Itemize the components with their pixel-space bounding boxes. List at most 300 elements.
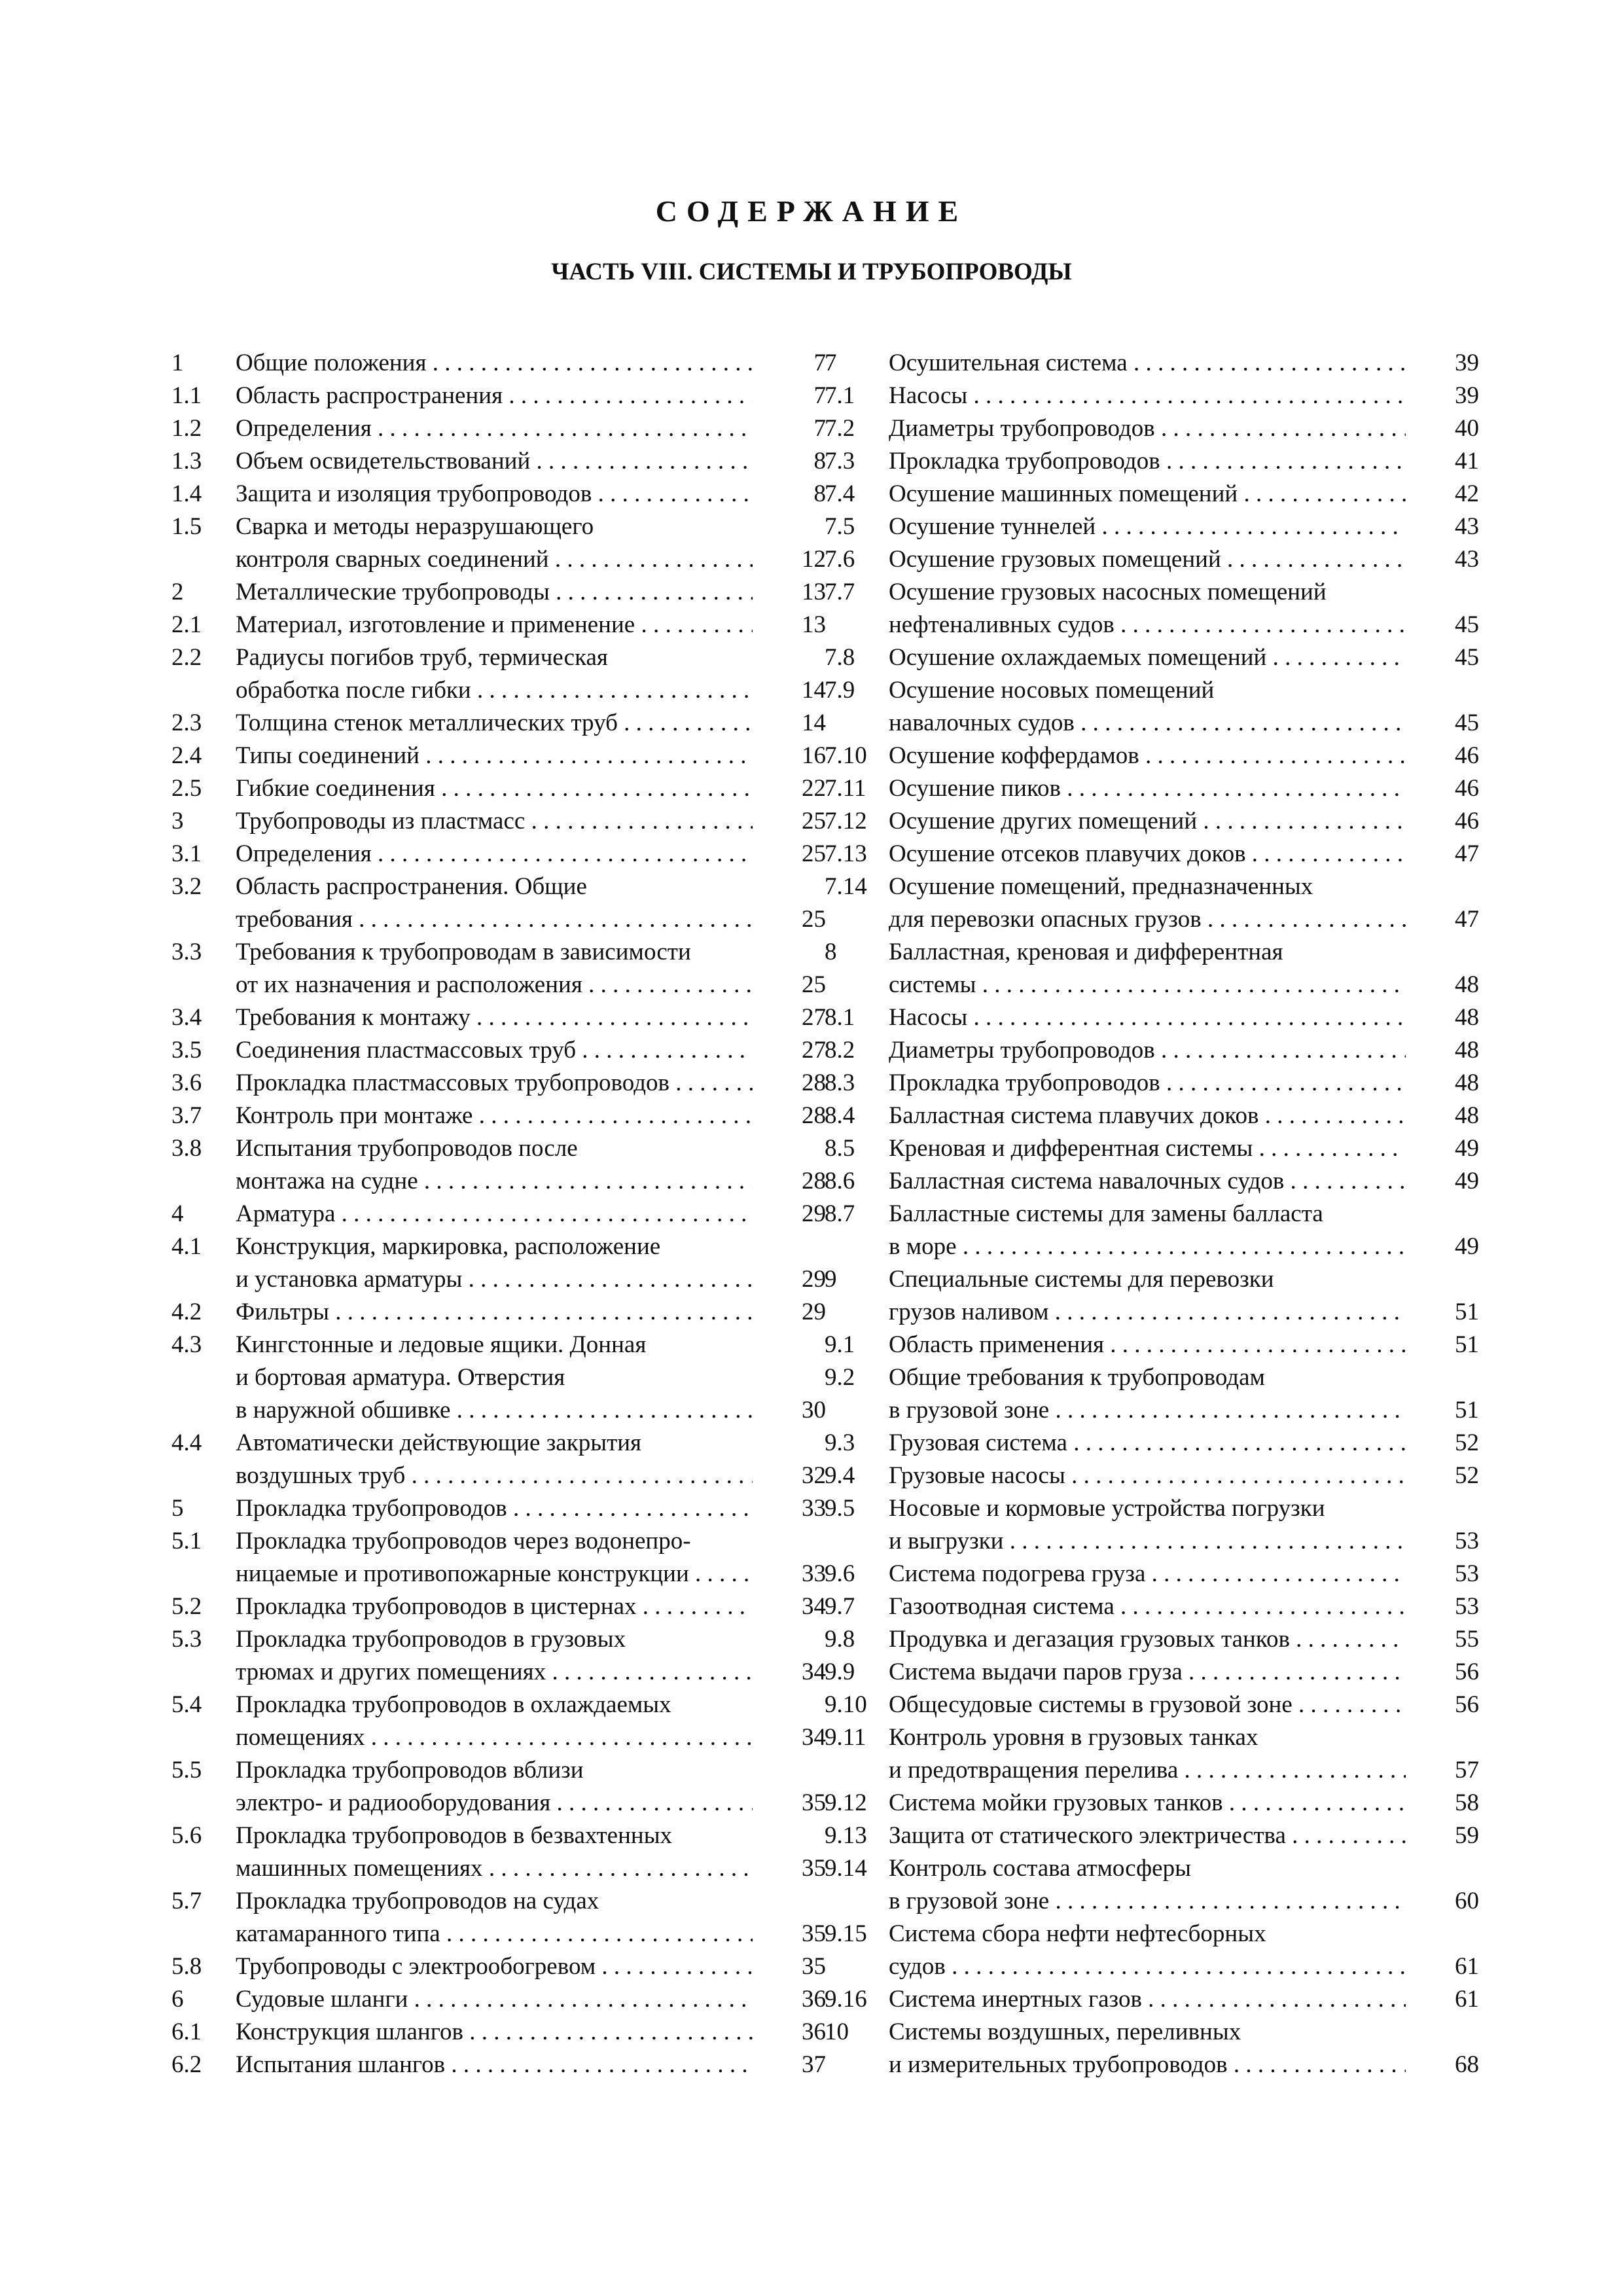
toc-entry-title: и бортовая арматура. Отверстия [236, 1364, 565, 1391]
toc-entry-title: Защита от статического электричества . . . [889, 1820, 1406, 1852]
toc-entry-title: Продувка и дегазация грузовых танков . . . [889, 1623, 1406, 1656]
toc-entry-title: Система выдачи паров груза . . . [889, 1656, 1406, 1689]
toc-entry-title: и измерительных трубопроводов . . . [889, 2049, 1406, 2081]
toc-entry-title: Область распространения. Общие [236, 873, 587, 900]
toc-entry-number: 4.2 [171, 1299, 202, 1325]
toc-entry-title: Прокладка трубопроводов вблизи [236, 1757, 584, 1784]
toc-entry-number: 9.3 [825, 1429, 855, 1456]
toc-entry [825, 1361, 1479, 1394]
toc-entry [171, 2049, 826, 2081]
toc-entry-number: 9.16 [825, 1986, 867, 2013]
toc-entry [825, 1983, 1479, 2016]
toc-entry-title: Металлические трубопроводы . . . [236, 576, 753, 609]
toc-entry [171, 1460, 826, 1492]
toc-entry-number: 8.6 [825, 1168, 855, 1194]
toc-entry-number: 7.8 [825, 644, 855, 671]
toc-entry-page: 68 [1455, 2051, 1479, 2078]
toc-entry-number: 3.2 [171, 873, 202, 900]
toc-entry-number: 9.12 [825, 1789, 867, 1816]
toc-entry-title: Типы соединений . . . [236, 740, 753, 772]
toc-entry-page: 39 [1455, 382, 1479, 409]
toc-entry [171, 347, 826, 380]
toc-entry [825, 412, 1479, 445]
toc-entry-title: Испытания шлангов . . . [236, 2049, 753, 2081]
toc-entry [171, 1361, 826, 1394]
toc-entry-page: 45 [1455, 709, 1479, 736]
toc-entry [825, 772, 1479, 805]
toc-entry-title: Прокладка трубопроводов через водонепро- [236, 1528, 691, 1554]
toc-entry [171, 543, 826, 576]
toc-entry-page: 14 [802, 709, 826, 736]
toc-entry [825, 1165, 1479, 1198]
toc-entry-title: Прокладка трубопроводов . . . [889, 1067, 1406, 1100]
toc-entry-number: 9.2 [825, 1364, 855, 1391]
toc-entry-page: 61 [1455, 1953, 1479, 1980]
toc-entry-page: 35 [802, 1855, 826, 1882]
toc-entry-number: 3 [171, 808, 184, 834]
toc-entry-page: 29 [802, 1266, 826, 1293]
toc-entry [825, 1460, 1479, 1492]
toc-entry [825, 1329, 1479, 1361]
toc-entry [825, 1950, 1479, 1983]
toc-entry-title: Грузовые насосы . . . [889, 1460, 1406, 1492]
toc-entry-title: Контроль уровня в грузовых танках [889, 1724, 1258, 1751]
toc-entry-page: 52 [1455, 1462, 1479, 1489]
toc-entry [171, 1100, 826, 1132]
toc-entry-title: судов . . . [889, 1950, 1406, 1983]
toc-column-left [171, 347, 826, 2081]
toc-entry [171, 936, 826, 969]
toc-entry-title: Материал, изготовление и применение . . . [236, 609, 753, 641]
toc-entry-page: 60 [1455, 1888, 1479, 1914]
toc-entry-number: 9.10 [825, 1691, 867, 1718]
toc-entry-title: Осушение туннелей . . . [889, 511, 1406, 543]
toc-entry [825, 1525, 1479, 1558]
toc-entry-page: 53 [1455, 1560, 1479, 1587]
toc-entry-title: Осушение машинных помещений . . . [889, 478, 1406, 511]
toc-entry-number: 9 [825, 1266, 837, 1293]
toc-entry-title: Судовые шланги . . . [236, 1983, 753, 2016]
toc-entry-page: 53 [1455, 1593, 1479, 1620]
toc-entry-title: системы . . . [889, 969, 1406, 1001]
toc-entry-title: Контроль при монтаже . . . [236, 1100, 753, 1132]
toc-entry [171, 478, 826, 511]
toc-entry-title: Конструкция, маркировка, расположение [236, 1233, 661, 1260]
toc-entry-title: Осушительная система . . . [889, 347, 1406, 380]
toc-entry-number: 2.2 [171, 644, 202, 671]
toc-entry [171, 903, 826, 936]
toc-entry [171, 380, 826, 412]
toc-entry-page: 7 [813, 382, 826, 409]
toc-entry-page: 29 [802, 1299, 826, 1325]
toc-entry-title: нефтеналивных судов . . . [889, 609, 1406, 641]
toc-entry-number: 1.2 [171, 415, 202, 442]
toc-entry-page: 58 [1455, 1789, 1479, 1816]
toc-entry-title: в наружной обшивке . . . [236, 1394, 753, 1427]
toc-entry [825, 1296, 1479, 1329]
toc-entry-title: Толщина стенок металлических труб . . . [236, 707, 753, 740]
toc-entry-title: Прокладка трубопроводов в грузовых [236, 1626, 626, 1653]
toc-entry-number: 8.3 [825, 1069, 855, 1096]
toc-entry-page: 49 [1455, 1168, 1479, 1194]
toc-entry-number: 8.5 [825, 1135, 855, 1162]
toc-entry-number: 7.2 [825, 415, 855, 442]
toc-entry-page: 53 [1455, 1528, 1479, 1554]
toc-entry-title: Осушение пиков . . . [889, 772, 1406, 805]
toc-entry-page: 40 [1455, 415, 1479, 442]
toc-entry [825, 870, 1479, 903]
toc-entry-page: 28 [802, 1069, 826, 1096]
toc-entry-number: 9.9 [825, 1659, 855, 1685]
toc-entry-number: 9.15 [825, 1920, 867, 1947]
toc-entry-title: машинных помещениях . . . [236, 1852, 753, 1885]
toc-entry-page: 61 [1455, 1986, 1479, 2013]
toc-entry-number: 1 [171, 350, 184, 376]
toc-entry [171, 1558, 826, 1590]
toc-entry-title: Прокладка трубопроводов в безвахтенных [236, 1822, 673, 1849]
toc-entry [825, 1034, 1479, 1067]
toc-entry-title: обработка после гибки . . . [236, 674, 753, 707]
toc-entry [825, 1820, 1479, 1852]
toc-entry [171, 870, 826, 903]
toc-entry-page: 35 [802, 1789, 826, 1816]
toc-entry-page: 49 [1455, 1233, 1479, 1260]
toc-entry-title: Сварка и методы неразрушающего [236, 513, 594, 540]
toc-entry-page: 13 [802, 579, 826, 605]
toc-entry-number: 5.8 [171, 1953, 202, 1980]
page-title: СОДЕРЖАНИЕ [655, 194, 968, 228]
toc-entry [825, 740, 1479, 772]
toc-entry-number: 7 [825, 350, 837, 376]
toc-entry [171, 1165, 826, 1198]
toc-entry-page: 35 [802, 1953, 826, 1980]
toc-entry-number: 9.4 [825, 1462, 855, 1489]
toc-entry-page: 25 [802, 840, 826, 867]
toc-entry-page: 22 [802, 775, 826, 802]
toc-entry [825, 511, 1479, 543]
toc-entry-title: Требования к монтажу . . . [236, 1001, 753, 1034]
toc-entry [825, 1492, 1479, 1525]
toc-entry [171, 969, 826, 1001]
toc-entry-page: 46 [1455, 808, 1479, 834]
toc-entry-page: 27 [802, 1037, 826, 1064]
toc-entry-number: 1.4 [171, 480, 202, 507]
toc-entry-number: 3.3 [171, 939, 202, 965]
toc-entry-page: 8 [813, 480, 826, 507]
toc-entry-number: 2 [171, 579, 184, 605]
toc-entry-number: 9.8 [825, 1626, 855, 1653]
toc-entry-page: 46 [1455, 775, 1479, 802]
toc-entry-title: Прокладка пластмассовых трубопроводов . . . [236, 1067, 753, 1100]
toc-entry-number: 7.3 [825, 448, 855, 475]
toc-entry-title: Арматура . . . [236, 1198, 753, 1230]
toc-entry-number: 7.12 [825, 808, 867, 834]
toc-entry [825, 838, 1479, 870]
toc-entry-title: в море . . . [889, 1230, 1406, 1263]
toc-entry [171, 1689, 826, 1721]
toc-entry [171, 1492, 826, 1525]
toc-entry-title: требования . . . [236, 903, 753, 936]
toc-entry [171, 1885, 826, 1918]
toc-entry-title: Определения . . . [236, 412, 753, 445]
toc-entry [171, 1950, 826, 1983]
toc-column-right [825, 347, 1479, 2081]
toc-entry [171, 772, 826, 805]
toc-entry-number: 6 [171, 1986, 184, 2013]
toc-entry-number: 1.3 [171, 448, 202, 475]
toc-entry-number: 8.2 [825, 1037, 855, 1064]
toc-entry-number: 3.1 [171, 840, 202, 867]
toc-entry-title: навалочных судов . . . [889, 707, 1406, 740]
toc-entry-title: Балластные системы для замены балласта [889, 1200, 1323, 1227]
toc-entry-number: 9.1 [825, 1331, 855, 1358]
toc-entry-page: 42 [1455, 480, 1479, 507]
part-subtitle: ЧАСТЬ VIII. СИСТЕМЫ И ТРУБОПРОВОДЫ [551, 259, 1072, 285]
toc-entry [171, 805, 826, 838]
toc-entry-number: 5.4 [171, 1691, 202, 1718]
toc-entry-page: 48 [1455, 1037, 1479, 1064]
toc-entry-title: Прокладка трубопроводов . . . [236, 1492, 753, 1525]
toc-entry-number: 7.5 [825, 513, 855, 540]
toc-entry [171, 2016, 826, 2049]
toc-entry-title: помещениях . . . [236, 1721, 753, 1754]
toc-entry-page: 51 [1455, 1299, 1479, 1325]
toc-entry-page: 51 [1455, 1397, 1479, 1424]
toc-entry [171, 1918, 826, 1950]
toc-entry-title: Фильтры . . . [236, 1296, 753, 1329]
toc-entry-page: 46 [1455, 742, 1479, 769]
toc-entry-title: электро- и радиооборудования . . . [236, 1787, 753, 1820]
toc-entry-number: 7.10 [825, 742, 867, 769]
toc-entry-page: 45 [1455, 611, 1479, 638]
toc-entry [825, 1558, 1479, 1590]
toc-entry-page: 48 [1455, 971, 1479, 998]
toc-entry [171, 1230, 826, 1263]
toc-entry-page: 56 [1455, 1691, 1479, 1718]
toc-entry-title: для перевозки опасных грузов . . . [889, 903, 1406, 936]
toc-entry-title: Контроль состава атмосферы [889, 1855, 1191, 1882]
toc-entry-number: 7.14 [825, 873, 867, 900]
toc-entry [825, 1394, 1479, 1427]
toc-entry [171, 1001, 826, 1034]
toc-entry [171, 1656, 826, 1689]
toc-entry [825, 2016, 1479, 2049]
toc-entry-title: Осушение охлаждаемых помещений . . . [889, 641, 1406, 674]
toc-entry-page: 35 [802, 1920, 826, 1947]
toc-entry-number: 5.6 [171, 1822, 202, 1849]
toc-entry-page: 36 [802, 1986, 826, 2013]
toc-entry-number: 8.7 [825, 1200, 855, 1227]
toc-entry-page: 8 [813, 448, 826, 475]
toc-entry-title: Соединения пластмассовых труб . . . [236, 1034, 753, 1067]
toc-entry [171, 1525, 826, 1558]
toc-entry-title: Система мойки грузовых танков . . . [889, 1787, 1406, 1820]
toc-entry [171, 1590, 826, 1623]
toc-entry-number: 7.13 [825, 840, 867, 867]
toc-entry-title: Балластная, креновая и дифферентная [889, 939, 1283, 965]
toc-entry [825, 1132, 1479, 1165]
toc-entry [825, 1918, 1479, 1950]
toc-entry-number: 4.1 [171, 1233, 202, 1260]
toc-entry-number: 9.13 [825, 1822, 867, 1849]
toc-entry-title: и выгрузки . . . [889, 1525, 1406, 1558]
toc-entry [171, 511, 826, 543]
toc-entry-page: 34 [802, 1659, 826, 1685]
toc-entry-title: Насосы . . . [889, 380, 1406, 412]
toc-entry-page: 12 [802, 546, 826, 573]
toc-entry [171, 641, 826, 674]
toc-entry-title: Объем освидетельствований . . . [236, 445, 753, 478]
toc-entry-title: Грузовая система . . . [889, 1427, 1406, 1460]
toc-entry-page: 16 [802, 742, 826, 769]
toc-entry-page: 48 [1455, 1004, 1479, 1031]
toc-entry [825, 347, 1479, 380]
toc-entry-title: в грузовой зоне . . . [889, 1394, 1406, 1427]
toc-entry-number: 4 [171, 1200, 184, 1227]
toc-entry-title: Общие положения . . . [236, 347, 753, 380]
toc-entry [825, 1590, 1479, 1623]
toc-entry-title: Креновая и дифферентная системы . . . [889, 1132, 1406, 1165]
toc-entry-page: 48 [1455, 1102, 1479, 1129]
toc-entry-title: катамаранного типа . . . [236, 1918, 753, 1950]
toc-entry-title: Осушение других помещений . . . [889, 805, 1406, 838]
toc-entry [171, 412, 826, 445]
toc-entry-number: 6.1 [171, 2018, 202, 2045]
toc-entry-title: Определения . . . [236, 838, 753, 870]
toc-entry-title: Системы воздушных, переливных [889, 2018, 1241, 2045]
toc-entry-number: 7.9 [825, 677, 855, 704]
toc-entry-title: от их назначения и расположения . . . [236, 969, 753, 1001]
toc-entry-number: 3.4 [171, 1004, 202, 1031]
toc-entry-title: Балластная система плавучих доков . . . [889, 1100, 1406, 1132]
toc-entry [171, 1034, 826, 1067]
toc-entry-page: 25 [802, 808, 826, 834]
toc-entry-title: Система подогрева груза . . . [889, 1558, 1406, 1590]
toc-entry-title: Осушение помещений, предназначенных [889, 873, 1313, 900]
toc-entry-title: Общесудовые системы в грузовой зоне . . . [889, 1689, 1406, 1721]
toc-entry-number: 2.5 [171, 775, 202, 802]
toc-entry-number: 8 [825, 939, 837, 965]
toc-entry-number: 1.5 [171, 513, 202, 540]
toc-entry-title: Прокладка трубопроводов в цистернах . . . [236, 1590, 753, 1623]
toc-entry-number: 5 [171, 1495, 184, 1522]
toc-entry [825, 1656, 1479, 1689]
toc-entry-page: 56 [1455, 1659, 1479, 1685]
toc-entry-title: Испытания трубопроводов после [236, 1135, 578, 1162]
toc-entry-number: 9.6 [825, 1560, 855, 1587]
toc-entry-title: Система сбора нефти нефтесборных [889, 1920, 1266, 1947]
toc-entry-title: монтажа на судне . . . [236, 1165, 753, 1198]
toc-entry-page: 25 [802, 906, 826, 933]
toc-entry [825, 609, 1479, 641]
toc-entry-page: 52 [1455, 1429, 1479, 1456]
toc-entry-title: Кингстонные и ледовые ящики. Донная [236, 1331, 647, 1358]
toc-entry [825, 380, 1479, 412]
toc-entry-title: Осушение грузовых насосных помещений [889, 579, 1327, 605]
toc-entry-title: Осушение носовых помещений [889, 677, 1215, 704]
toc-entry [171, 1198, 826, 1230]
toc-entry-title: Прокладка трубопроводов на судах [236, 1888, 599, 1914]
toc-entry-page: 47 [1455, 840, 1479, 867]
toc-entry [825, 1427, 1479, 1460]
toc-entry-title: и предотвращения перелива . . . [889, 1754, 1406, 1787]
toc-entry-page: 55 [1455, 1626, 1479, 1653]
toc-entry-page: 41 [1455, 448, 1479, 475]
toc-entry-title: Диаметры трубопроводов . . . [889, 1034, 1406, 1067]
toc-entry-number: 9.11 [825, 1724, 866, 1751]
toc-entry [171, 1067, 826, 1100]
toc-entry [171, 1296, 826, 1329]
toc-entry-page: 51 [1455, 1331, 1479, 1358]
toc-entry-page: 45 [1455, 644, 1479, 671]
toc-entry [171, 1852, 826, 1885]
toc-entry [825, 1001, 1479, 1034]
toc-entry-title: Балластная система навалочных судов . . . [889, 1165, 1406, 1198]
toc-entry [825, 936, 1479, 969]
toc-entry-number: 8.1 [825, 1004, 855, 1031]
toc-entry [825, 641, 1479, 674]
toc-entry-number: 4.4 [171, 1429, 202, 1456]
toc-entry-title: Радиусы погибов труб, термическая [236, 644, 608, 671]
toc-entry-number: 8.4 [825, 1102, 855, 1129]
toc-entry [825, 707, 1479, 740]
toc-entry-number: 5.7 [171, 1888, 202, 1914]
toc-entry-number: 5.1 [171, 1528, 202, 1554]
toc-entry [171, 1721, 826, 1754]
toc-entry-title: Защита и изоляция трубопроводов . . . [236, 478, 753, 511]
toc-entry-page: 7 [813, 415, 826, 442]
toc-entry-title: воздушных труб . . . [236, 1460, 753, 1492]
toc-entry-title: и установка арматуры . . . [236, 1263, 753, 1296]
toc-entry-number: 9.7 [825, 1593, 855, 1620]
toc-entry-number: 7.4 [825, 480, 855, 507]
toc-entry [825, 1689, 1479, 1721]
toc-entry [171, 1820, 826, 1852]
toc-entry-number: 7.1 [825, 382, 855, 409]
toc-entry-page: 47 [1455, 906, 1479, 933]
toc-entry [825, 1754, 1479, 1787]
toc-entry-number: 7.7 [825, 579, 855, 605]
toc-entry-number: 3.5 [171, 1037, 202, 1064]
toc-entry [171, 740, 826, 772]
toc-entry-page: 43 [1455, 546, 1479, 573]
toc-entry-title: Осушение отсеков плавучих доков . . . [889, 838, 1406, 870]
toc-entry [825, 2049, 1479, 2081]
toc-entry-page: 32 [802, 1462, 826, 1489]
toc-entry-title: Газоотводная система . . . [889, 1590, 1406, 1623]
toc-entry [825, 1623, 1479, 1656]
toc-entry [825, 543, 1479, 576]
toc-entry [825, 1787, 1479, 1820]
toc-entry-title: в грузовой зоне . . . [889, 1885, 1406, 1918]
toc-entry [171, 1329, 826, 1361]
toc-entry-title: Требования к трубопроводам в зависимости [236, 939, 691, 965]
toc-entry-page: 34 [802, 1593, 826, 1620]
toc-entry [171, 1263, 826, 1296]
toc-entry-title: Система инертных газов . . . [889, 1983, 1406, 2016]
toc-entry-page: 33 [802, 1560, 826, 1587]
toc-entry [171, 1754, 826, 1787]
toc-entry-title: Специальные системы для перевозки [889, 1266, 1274, 1293]
toc-entry-number: 3.8 [171, 1135, 202, 1162]
toc-entry [171, 674, 826, 707]
toc-entry-number: 5.3 [171, 1626, 202, 1653]
toc-entry-number: 5.5 [171, 1757, 202, 1784]
toc-entry [825, 1263, 1479, 1296]
toc-entry-number: 10 [825, 2018, 849, 2045]
toc-entry [171, 1394, 826, 1427]
toc-entry [825, 674, 1479, 707]
